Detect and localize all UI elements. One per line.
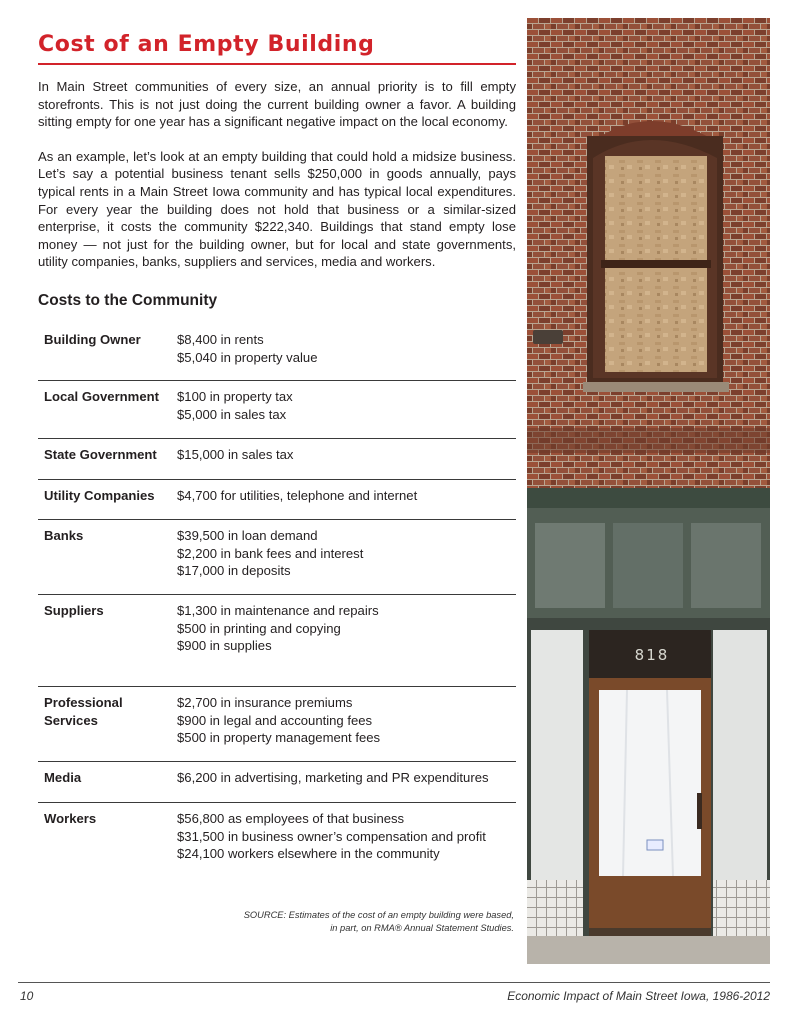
door-number: 818	[634, 646, 670, 664]
table-row	[38, 439, 516, 480]
cost-value: $1,300 in maintenance and repairs	[177, 602, 379, 618]
table-row	[38, 520, 516, 595]
cost-values	[177, 810, 516, 867]
table-row	[38, 480, 516, 520]
cost-value: $31,500 in business owner’s compensation and profit	[177, 828, 486, 844]
cost-category: Suppliers	[44, 602, 104, 618]
page-title: Cost of an Empty Building	[38, 30, 516, 65]
cost-values	[177, 446, 516, 479]
cost-category: Utility Companies	[44, 487, 155, 503]
cost-values	[177, 694, 516, 761]
cost-value: $500 in property management fees	[177, 730, 381, 746]
cost-value: $8,400 in rents	[177, 331, 264, 347]
cost-values	[177, 769, 516, 802]
cost-category: Workers	[44, 810, 97, 826]
cost-category: Building Owner	[44, 331, 141, 347]
cost-value: $2,700 in insurance premiums	[177, 694, 353, 710]
main-column	[38, 30, 516, 867]
cost-value: $24,100 workers elsewhere in the community	[177, 846, 440, 862]
table-row	[38, 687, 516, 762]
cost-value: $900 in legal and accounting fees	[177, 712, 373, 728]
cost-value: $5,000 in sales tax	[177, 406, 287, 422]
cost-value: $2,200 in bank fees and interest	[177, 545, 364, 561]
cost-value: $4,700 for utilities, telephone and internet	[177, 487, 418, 503]
cost-value: $900 in supplies	[177, 638, 272, 654]
costs-table	[38, 324, 516, 867]
cost-category: Banks	[44, 527, 84, 543]
cost-values	[177, 487, 516, 519]
cost-value: $39,500 in loan demand	[177, 527, 318, 543]
cost-values	[177, 331, 516, 380]
cost-category: Media	[44, 769, 82, 785]
cost-value: $15,000 in sales tax	[177, 446, 294, 462]
table-row	[38, 381, 516, 439]
cost-value: $100 in property tax	[177, 388, 293, 404]
section-heading: Costs to the Community	[38, 291, 218, 309]
cost-values	[177, 388, 516, 438]
table-row	[38, 803, 516, 867]
footer-divider	[18, 982, 770, 983]
intro-paragraph: In Main Street communities of every size, an annual priority is to fill empty storefronts. This is not just doing the current building owner a favor. A building sitting empty for one year has a significant negative impact on the local economy.	[38, 79, 516, 130]
storefront-photo	[527, 18, 770, 964]
cost-values	[177, 602, 516, 686]
cost-value: $56,800 as employees of that business	[177, 810, 405, 826]
table-row	[38, 324, 516, 381]
publication-title: Economic Impact of Main Street Iowa, 1986-2012	[507, 989, 770, 1003]
cost-value: $500 in printing and copying	[177, 620, 341, 636]
cost-value: $17,000 in deposits	[177, 563, 291, 579]
source-note: SOURCE: Estimates of the cost of an empty building were based, in part, on RMA® Annual Statement Studies.	[243, 910, 514, 933]
cost-value: $6,200 in advertising, marketing and PR expenditures	[177, 769, 489, 785]
example-paragraph: As an example, let’s look at an empty building that could hold a midsize business. Let’s say a potential business tenant sells $250,000 in goods annually, pays typical rents in a Main Street Iowa community and has typical local expenditures. For every year the building does not hold that business or a similar-sized enterprise, it costs the community $222,340. Buildings that stand empty lose money — not just for the building owner, but for local and state governments, utility companies, banks, suppliers and services, media and workers.	[38, 148, 516, 270]
cost-value: $5,040 in property value	[177, 349, 318, 365]
cost-category: Professional Services	[44, 694, 123, 728]
cost-values	[177, 527, 516, 594]
table-row	[38, 762, 516, 803]
cost-category: Local Government	[44, 388, 159, 404]
cost-category: State Government	[44, 446, 157, 462]
page-number: 10	[20, 989, 34, 1003]
table-row	[38, 595, 516, 687]
